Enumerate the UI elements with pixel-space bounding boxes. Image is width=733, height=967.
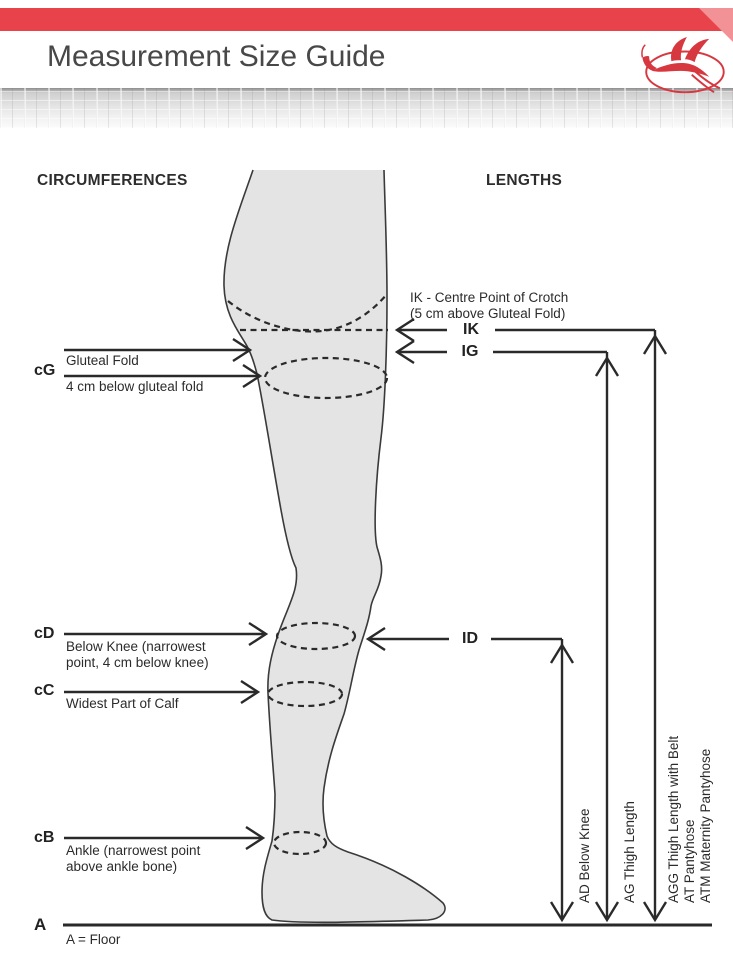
page-title: Measurement Size Guide — [47, 40, 386, 73]
crane-beak — [642, 45, 645, 58]
atm-maternity-label: ATM Maternity Pantyhose — [698, 748, 713, 903]
cb-code: cB — [34, 829, 55, 846]
ig-dimension — [397, 352, 607, 920]
cb-label — [66, 843, 200, 874]
lengths-header: LENGTHS — [486, 172, 563, 189]
ik-dimension — [397, 330, 655, 920]
cc-code: cC — [34, 682, 55, 699]
at-pantyhose-label: AT Pantyhose — [682, 819, 697, 903]
agg-thigh-belt-label: AGG Thigh Length with Belt — [666, 735, 681, 903]
flying-crane-logo — [638, 36, 730, 98]
crane-far-wing — [671, 37, 687, 61]
crane-body — [652, 63, 709, 77]
gluteal-fold-label: Gluteal Fold — [66, 353, 139, 368]
a-floor-label: A = Floor — [66, 932, 121, 947]
id-dimension-label: ID — [462, 630, 478, 647]
cd-label — [66, 639, 209, 670]
cd-label-line2: point, 4 cm below knee) — [66, 654, 209, 670]
ig-dimension-label: IG — [461, 343, 479, 360]
a-code: A — [34, 915, 47, 934]
below-gluteal-label: 4 cm below gluteal fold — [66, 379, 204, 394]
red-ribbon — [0, 8, 733, 42]
ag-thigh-length-label: AG Thigh Length — [622, 801, 637, 903]
cg-code: cG — [34, 362, 56, 379]
cb-label-line2: above ankle bone) — [66, 858, 178, 874]
cc-label: Widest Part of Calf — [66, 696, 179, 711]
ad-below-knee-label: AD Below Knee — [577, 808, 592, 903]
agg-at-atm-label — [666, 736, 714, 903]
crotch-note-line2: (5 cm above Gluteal Fold) — [410, 305, 566, 321]
cd-label-line1: Below Knee (narrowest — [66, 639, 206, 654]
crotch-note-line1: IK - Centre Point of Crotch — [410, 290, 569, 305]
circumferences-header: CIRCUMFERENCES — [37, 172, 188, 189]
crane-near-wing — [685, 39, 709, 62]
crotch-point-note — [410, 290, 568, 321]
cb-label-line1: Ankle (narrowest point — [66, 843, 201, 858]
circumference-arrows — [64, 339, 266, 849]
cd-code: cD — [34, 625, 55, 642]
ik-dimension-label: IK — [463, 321, 479, 338]
leg-silhouette — [224, 170, 445, 922]
